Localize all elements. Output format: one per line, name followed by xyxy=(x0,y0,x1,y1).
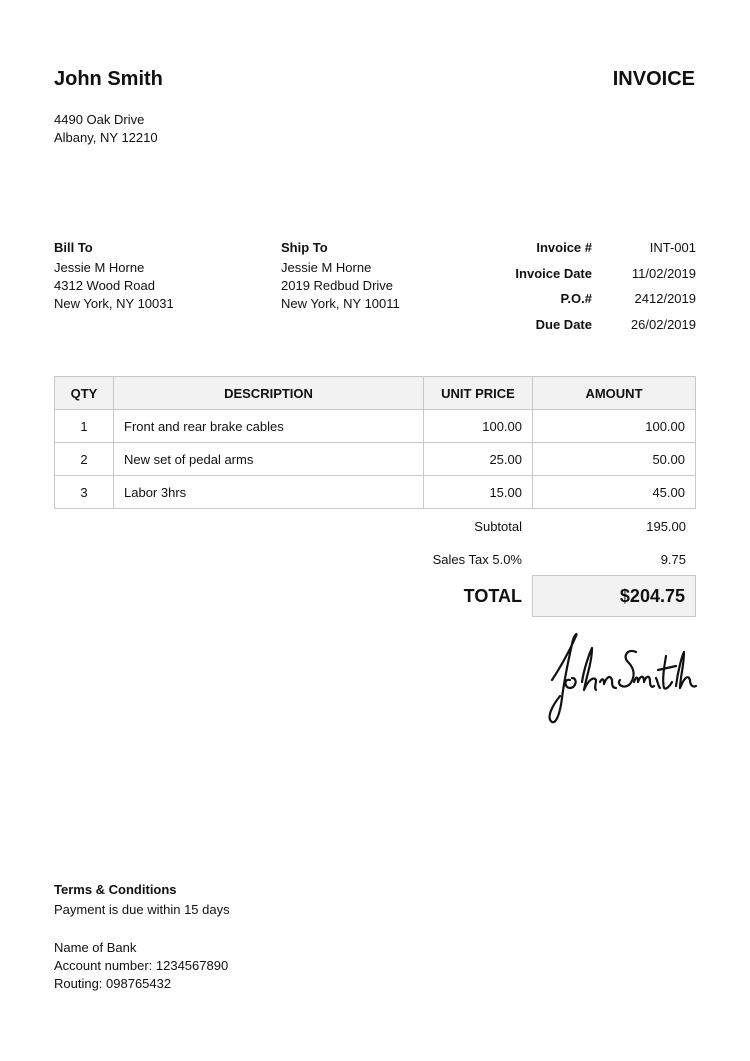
sender-address-line: Albany, NY 12210 xyxy=(54,130,158,145)
table-row xyxy=(55,410,696,443)
cell-qty: 1 xyxy=(55,410,114,443)
cell-unit-price: 100.00 xyxy=(424,410,533,443)
cell-qty: 3 xyxy=(55,476,114,509)
table-row xyxy=(55,476,696,509)
total-row xyxy=(370,576,696,616)
meta-value: 26/02/2019 xyxy=(630,316,696,332)
ship-to-block xyxy=(281,240,400,313)
ship-to-line: 2019 Redbud Drive xyxy=(281,278,394,293)
invoice-meta xyxy=(480,240,696,342)
ship-to-heading: Ship To xyxy=(281,240,328,255)
meta-label: Due Date xyxy=(535,316,592,332)
meta-label: Invoice # xyxy=(536,240,592,255)
totals-block xyxy=(370,510,696,616)
meta-row-invoice-number xyxy=(480,240,696,266)
bank-line: Routing: 098765432 xyxy=(54,976,172,991)
cell-description: New set of pedal arms xyxy=(114,443,424,476)
table-row xyxy=(55,443,696,476)
bill-to-heading: Bill To xyxy=(54,240,93,255)
cell-amount: 50.00 xyxy=(533,443,696,476)
signature xyxy=(530,622,700,730)
terms-block xyxy=(54,882,230,919)
cell-unit-price: 25.00 xyxy=(424,443,533,476)
cell-amount: 45.00 xyxy=(533,476,696,509)
sender-address-line: 4490 Oak Drive xyxy=(54,112,145,127)
meta-row-po xyxy=(480,291,696,317)
line-items-table xyxy=(54,376,696,509)
terms-payment: Payment is due within 15 days xyxy=(54,902,230,917)
cell-description: Front and rear brake cables xyxy=(114,410,424,443)
tax-row xyxy=(370,543,696,576)
sender-address xyxy=(54,111,158,147)
bank-line: Account number: 1234567890 xyxy=(54,958,229,973)
cell-amount: 100.00 xyxy=(533,410,696,443)
cell-unit-price: 15.00 xyxy=(424,476,533,509)
subtotal-label: Subtotal xyxy=(474,519,522,534)
column-header-description: DESCRIPTION xyxy=(114,377,424,410)
meta-row-invoice-date xyxy=(480,266,696,292)
total-label: TOTAL xyxy=(463,585,522,606)
subtotal-value: 195.00 xyxy=(646,519,686,534)
bank-line: Name of Bank xyxy=(54,940,137,955)
terms-heading: Terms & Conditions xyxy=(54,882,177,897)
tax-value: 9.75 xyxy=(660,552,686,567)
meta-value: 2412/2019 xyxy=(634,291,696,306)
meta-value: 11/02/2019 xyxy=(631,265,696,281)
meta-value: INT-001 xyxy=(649,240,696,255)
document-title: INVOICE xyxy=(612,68,695,90)
bill-to-block xyxy=(54,240,174,313)
bill-to-line: New York, NY 10031 xyxy=(54,296,174,311)
tax-label: Sales Tax 5.0% xyxy=(432,552,522,567)
ship-to-line: New York, NY 10011 xyxy=(281,296,400,311)
column-header-amount: AMOUNT xyxy=(533,377,696,410)
bill-to-line: Jessie M Horne xyxy=(54,260,145,275)
cell-description: Labor 3hrs xyxy=(114,476,424,509)
subtotal-row xyxy=(370,510,696,543)
column-header-qty: QTY xyxy=(55,377,114,410)
meta-label: P.O.# xyxy=(560,291,592,306)
meta-row-due-date xyxy=(480,317,696,343)
ship-to-line: Jessie M Horne xyxy=(281,260,372,275)
table-header-row xyxy=(55,377,696,410)
bill-to-line: 4312 Wood Road xyxy=(54,278,155,293)
total-value: $204.75 xyxy=(532,575,696,617)
meta-label: Invoice Date xyxy=(515,265,592,281)
sender-name: John Smith xyxy=(54,68,163,90)
bank-details xyxy=(54,939,228,993)
cell-qty: 2 xyxy=(55,443,114,476)
column-header-unit-price: UNIT PRICE xyxy=(424,377,533,410)
